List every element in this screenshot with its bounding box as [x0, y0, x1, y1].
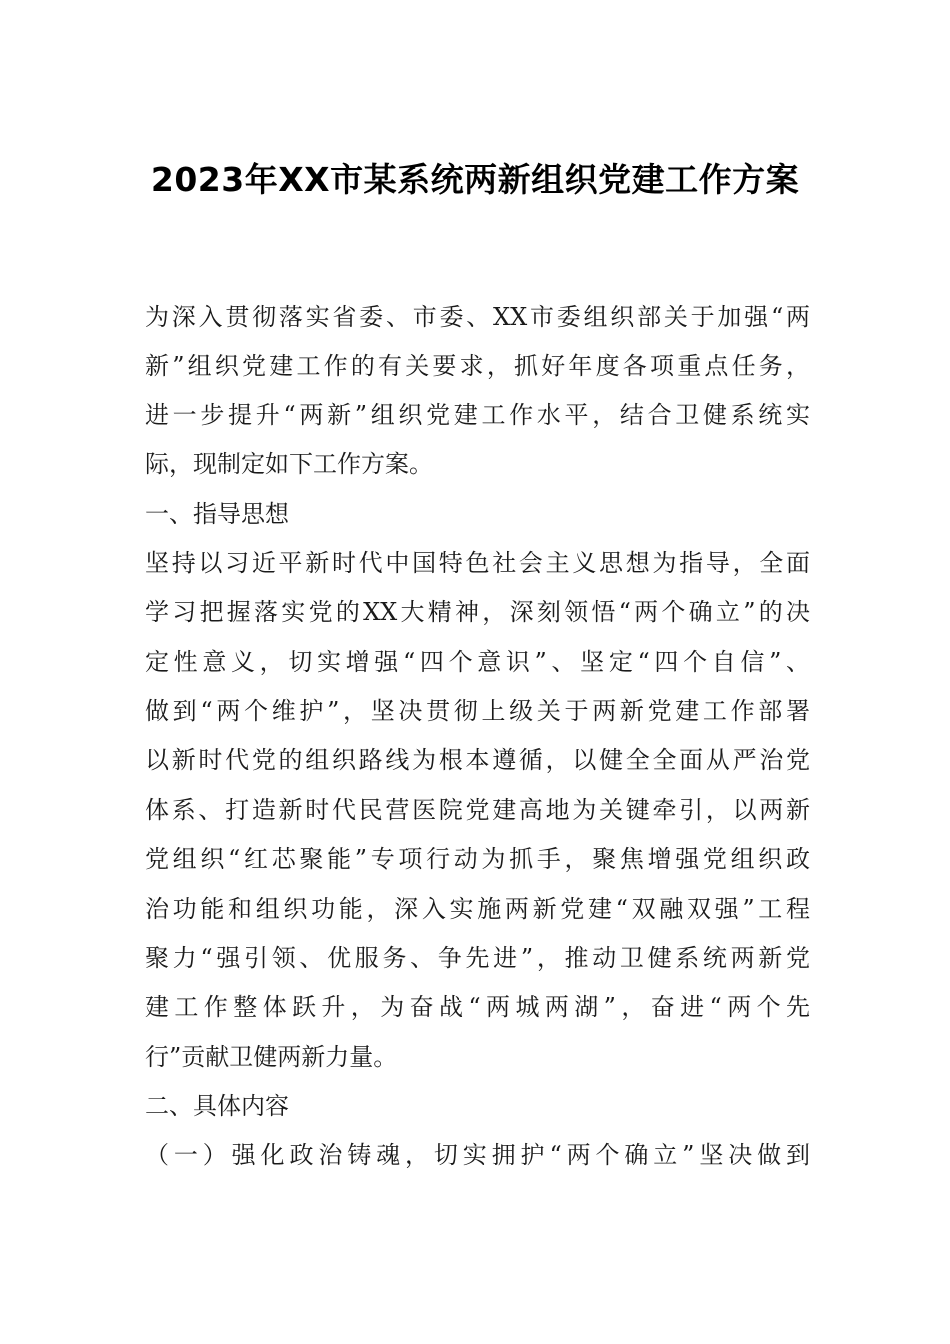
document-title: 2023年XX市某系统两新组织党建工作方案 — [150, 160, 800, 199]
paragraph-line: 为深入贯彻落实省委、市委、XX市委组织部关于加强“两 — [145, 303, 810, 331]
paragraph-line: 定性意义，切实增强“四个意识”、坚定“四个自信”、 — [145, 648, 810, 676]
paragraph-line: 学习把握落实党的XX大精神，深刻领悟“两个确立”的决 — [145, 598, 810, 626]
paragraph-line: 坚持以习近平新时代中国特色社会主义思想为指导，全面 — [145, 549, 810, 577]
paragraph-line: 做到“两个维护”，坚决贯彻上级关于两新党建工作部署 — [145, 697, 810, 725]
paragraph-line: 际，现制定如下工作方案。 — [145, 450, 433, 478]
paragraph-line: 体系、打造新时代民营医院党建高地为关键牵引，以两新 — [145, 796, 810, 824]
paragraph-line: 党组织“红芯聚能”专项行动为抓手，聚焦增强党组织政 — [145, 845, 810, 873]
section-heading: 一、指导思想 — [145, 500, 289, 528]
paragraph-line: 行”贡献卫健两新力量。 — [145, 1043, 398, 1071]
section-heading: 二、具体内容 — [145, 1092, 289, 1120]
paragraph-line: 进一步提升“两新”组织党建工作水平，结合卫健系统实 — [145, 401, 810, 429]
paragraph-line: 新”组织党建工作的有关要求，抓好年度各项重点任务， — [145, 352, 810, 380]
paragraph-line: 聚力“强引领、优服务、争先进”，推动卫健系统两新党 — [145, 944, 810, 972]
paragraph-line: 治功能和组织功能，深入实施两新党建“双融双强”工程 — [145, 895, 810, 923]
paragraph-line: 以新时代党的组织路线为根本遵循，以健全全面从严治党 — [145, 746, 810, 774]
subsection-heading: （一）强化政治铸魂，切实拥护“两个确立”坚决做到 — [145, 1141, 810, 1169]
paragraph-line: 建工作整体跃升，为奋战“两城两湖”，奋进“两个先 — [145, 993, 810, 1021]
